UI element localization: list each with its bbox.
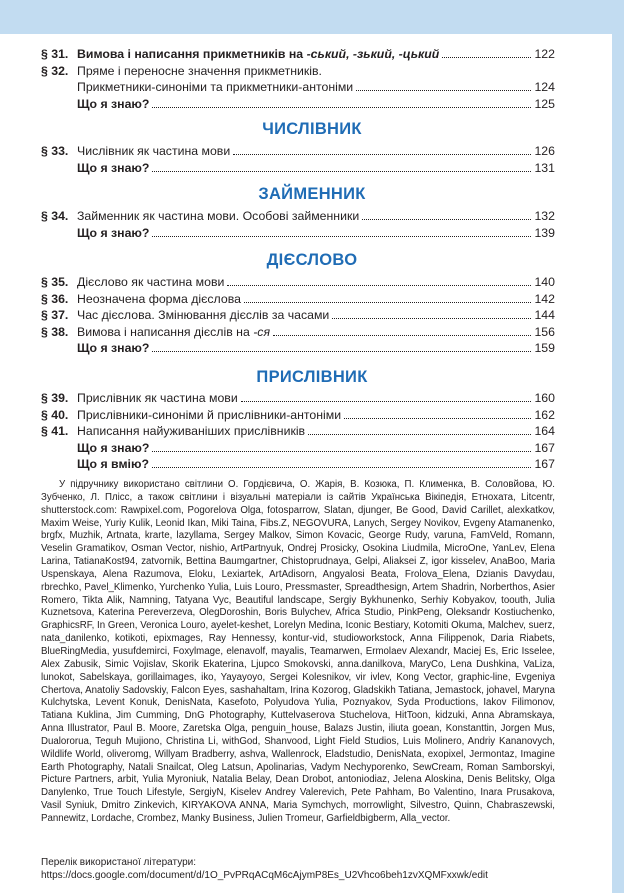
entry-title: Прикметники-синоніми та прикметники-антоніми — [77, 80, 354, 94]
toc-entry-review[interactable] — [41, 96, 555, 113]
page-number: 159 — [534, 341, 555, 355]
page-number: 132 — [534, 209, 555, 223]
entry-title: Неозначена форма дієслова — [77, 291, 241, 306]
section-number: § 36. — [41, 291, 69, 306]
toc-entry[interactable] — [41, 63, 555, 80]
toc-group-adverb — [41, 390, 555, 473]
toc-group-numeral — [41, 143, 555, 176]
literature-link[interactable]: https://docs.google.com/document/d/1O_PvPRqACqM6cAjymP8Es_U2Vhco6beh1zvXQMFxxwk/edit — [41, 870, 488, 881]
dot-leader — [244, 302, 532, 303]
photo-credits — [41, 479, 555, 826]
dot-leader — [241, 401, 532, 402]
entry-title: Числівник як частина мови — [77, 144, 231, 158]
toc-entry[interactable] — [41, 423, 555, 440]
entry-title: Що я вмію? — [77, 457, 149, 471]
section-number: § 34. — [41, 209, 69, 223]
section-number: § 31. — [41, 47, 69, 61]
dot-leader — [227, 285, 531, 286]
dot-leader — [152, 451, 531, 452]
page-number: 162 — [534, 407, 555, 422]
toc-entry-review[interactable] — [41, 440, 555, 457]
page-number: 167 — [534, 457, 555, 471]
dot-leader — [308, 434, 531, 435]
entry-title: Прислівник як частина мови — [77, 391, 238, 405]
page-number: 164 — [534, 424, 555, 438]
entry-title-suffix: -ся — [253, 324, 271, 339]
page-number: 160 — [534, 391, 555, 405]
page-number: 125 — [534, 96, 555, 111]
toc-group-verb — [41, 274, 555, 357]
dot-leader — [344, 418, 531, 419]
page-number: 122 — [534, 47, 555, 61]
entry-title: Що я знаю? — [77, 440, 150, 455]
credits-text: У підручнику використано світлини О. Гордієвича, О. Жарія, В. Козюка, П. Клименка, В. Соловйова, Ю. Зубченко, Л. Плісс, а також світлини і візуальні матеріали із сайтів Українська Вікіпедія, Етноxата, Litcentr, shutterstock.com: Rawpixel.com, Pogorelova Olga, fotosparrow, Slatan, djunger, Be Good, David Carillet, alexkatkov, Maxim Weise, Yuriy Kulik, Leonid Ikan, Miki Taina, Fibs.Z, NEGOVURA, Lanych, Sergey Novikov, Evgeny Atamanenko, brgfx, Muzhik, Artnata, krarte, lazyllama, Sergey Malkov, Simon Kovacic, George Rudy, varuna, FamVeld, Romann, Veselin Gramatikov, Osman Vector, nishio, ArtPartnyuk, Ondrej Prosicky, Osokina Liudmila, MicroOne, YanLev, Elena Larina, TatianaKost94, zatvornik, Bettina Baumgartner, Chistoprudnaya, Gelpi, Aliaksei Z, igor kisselev, AnaBoo, Maria Uspenskaya, Alena Razumova, Eloku, Lexiartek, ArtAdisorn, Angyalosi Beata, Frolova_Elena, Dzianis Davydau, rbrechko, Pavel_Klimenko, Yurchenko Yulia, Luis Louro, Pressmaster, Spreadthesign, Artem Shadrin, Norberthos, Asier Romero, Tikta Alik, Namning, Tatyana Vyc, Beautiful landscape, Sergiy Bykhunenko, Serhiy Kobyakov, toouth, Julia Kuznetsova, Katerina Pereverzeva, OlegDoroshin, Boris Bulychev, Africa Studio, PinkPeng, Oleksandr Kostiuchenko, GraphicsRF, In Green, Veronica Louro, ayelet-keshet, Lorelyn Medina, Iconic Bestiary, Kotomiti Okuma, Malchev, suerz, nata_danilenko, kotikoti, epixmages, Ray Hennessy, kontur-vid, studioworkstock, Anna Filippenok, Daria Riabets, BlueRingMedia, yusufdemirci, Foxylmage, elenavolf, mayalis, Teamarwen, Ermolaev Alexandr, Maciej Es, Eric Isselee, Alex Zabusik, Simic Vojislav, Skorik Ekaterina, Ljupco Smokovski, anna.danilkova, MaryCo, Lena Dushkina, VaLiza, lunokot, Sabelskaya, gorillaimages, iko, Yayayoyo, Sergei Kolesnikov, vir ivlev, Kong Vector, graphic-line, Evgeniya Chertova, Anatoliy Sadovskiy, Falcon Eyes, sashahaltam, Irina Kozorog, Gladskikh Tatiana, Jemastock, johavel, Maryna Kulchytska, Levent Konuk, DenisNata, Kasefoto, Polyudova Yulia, Poznyakov, Syda Productions, Iakov Filimonov, Tatiana Kuklina, Jim Cumming, DnG Photography, Kuttelvaserova Stuchelova, HitToon, kidzuki, Anna Abramskaya, Anna Illustrator, Paul B. Moore, Zaretska Olga, penguin_house, Balazs Justin, iliuta goean, Konstanttin, Jorgen Mus, Dualororua, Teguh Mujiono, Christina Li, withGod, Shanvood, Light Field Studios, Luis Molinero, Andriy Kananovych, Wildlife World, oliveromg, Willyam Bradberry, ashva, Wallenrock, Eladstudio, DenisNata, exopixel, Jermontaz, Imagine Earth Photography, Natali Snailcat, Oleg Latsun, Apolinarias, Vadym Nechyporenko, SewCream, Roman Samborskyi, Picture Partners, arbit, Yulia Myroniuk, Natalia Belay, Dean Drobot, antoniodiaz, Jelena Aloskina, Denis Belitsky, Olga Danylenko, True Touch Lifestyle, SergiyN, Kiselev Andrey Valerevich, Pete Pahham, Bo Valentino, Inara Prusakova, Vasil Syniuk, Dmitro Zinkevich, KIRYAKOVA ANNA, Maria Symchych, morrowlight, Silvestro, Quinn, Chabraszewski, Pannewitz, Lordache, Crombez, Manky Business, Julien Tromeur, Garfieldbigberm, Alla_vector. — [41, 479, 555, 824]
section-number: § 40. — [41, 407, 69, 422]
toc-group-pronoun — [41, 208, 555, 241]
page-number: 139 — [534, 225, 555, 240]
toc-entry-review[interactable] — [41, 456, 555, 473]
page-number: 124 — [534, 80, 555, 94]
entry-title: Що я знаю? — [77, 225, 150, 240]
entry-title-suffix: -ський, -зький, -цький — [306, 47, 440, 61]
entry-title: Написання найуживаніших прислівників — [77, 424, 306, 438]
toc-entry[interactable] — [41, 143, 555, 160]
dot-leader — [152, 351, 531, 352]
section-number: § 37. — [41, 308, 69, 322]
page-number: 142 — [534, 291, 555, 306]
page-number: 167 — [534, 440, 555, 455]
entry-title: Час дієслова. Змінювання дієслів за часами — [77, 308, 330, 322]
section-heading-verb: ДІЄСЛОВО — [266, 251, 358, 269]
entry-title: Дієслово як частина мови — [77, 275, 225, 289]
section-heading-adverb: ПРИСЛІВНИК — [256, 368, 368, 386]
dot-leader — [152, 236, 531, 237]
toc-entry-review[interactable] — [41, 340, 555, 357]
entry-title: Займенник як частина мови. Особові займенники — [77, 209, 360, 223]
section-number: § 38. — [41, 324, 69, 339]
page-number: 140 — [534, 275, 555, 289]
dot-leader — [233, 154, 531, 155]
toc-entry[interactable] — [41, 208, 555, 225]
page-number: 131 — [534, 160, 555, 175]
top-color-band — [0, 0, 624, 34]
entry-title: Пряме і переносне значення прикметників. — [77, 63, 322, 78]
dot-leader — [442, 57, 531, 58]
entry-title: Вимова і написання дієслів на — [77, 324, 254, 339]
toc-entry-continuation[interactable] — [41, 79, 555, 96]
toc-entry[interactable] — [41, 324, 555, 341]
section-number: § 35. — [41, 275, 69, 289]
toc-entry[interactable] — [41, 390, 555, 407]
entry-title: Що я знаю? — [77, 96, 150, 111]
entry-title: Вимова і написання прикметників на — [77, 47, 307, 61]
entry-title: Що я знаю? — [77, 160, 150, 175]
section-number: § 32. — [41, 63, 69, 78]
dot-leader — [152, 467, 531, 468]
dot-leader — [356, 90, 531, 91]
toc-entry[interactable] — [41, 307, 555, 324]
toc-entry[interactable] — [41, 274, 555, 291]
dot-leader — [152, 107, 531, 108]
dot-leader — [362, 219, 531, 220]
dot-leader — [273, 335, 531, 336]
page-number: 126 — [534, 144, 555, 158]
section-number: § 39. — [41, 391, 69, 405]
toc-entry-review[interactable] — [41, 160, 555, 177]
section-number: § 41. — [41, 424, 69, 438]
dot-leader — [332, 318, 531, 319]
entry-title: Прислівники-синоніми й прислівники-антоніми — [77, 407, 342, 422]
entry-title: Що я знаю? — [77, 341, 150, 355]
literature-label: Перелік використаної літератури: — [41, 857, 197, 868]
section-heading-numeral: ЧИСЛІВНИК — [262, 120, 362, 138]
dot-leader — [152, 171, 531, 172]
toc-group-adjectives — [41, 46, 555, 112]
page-number: 144 — [534, 308, 555, 322]
section-heading-pronoun: ЗАЙМЕННИК — [258, 185, 366, 203]
toc-entry-review[interactable] — [41, 225, 555, 242]
section-number: § 33. — [41, 144, 69, 158]
toc-entry[interactable] — [41, 291, 555, 308]
page-number: 156 — [534, 324, 555, 339]
toc-entry[interactable] — [41, 46, 555, 63]
literature-reference — [41, 856, 581, 882]
toc-entry[interactable] — [41, 407, 555, 424]
